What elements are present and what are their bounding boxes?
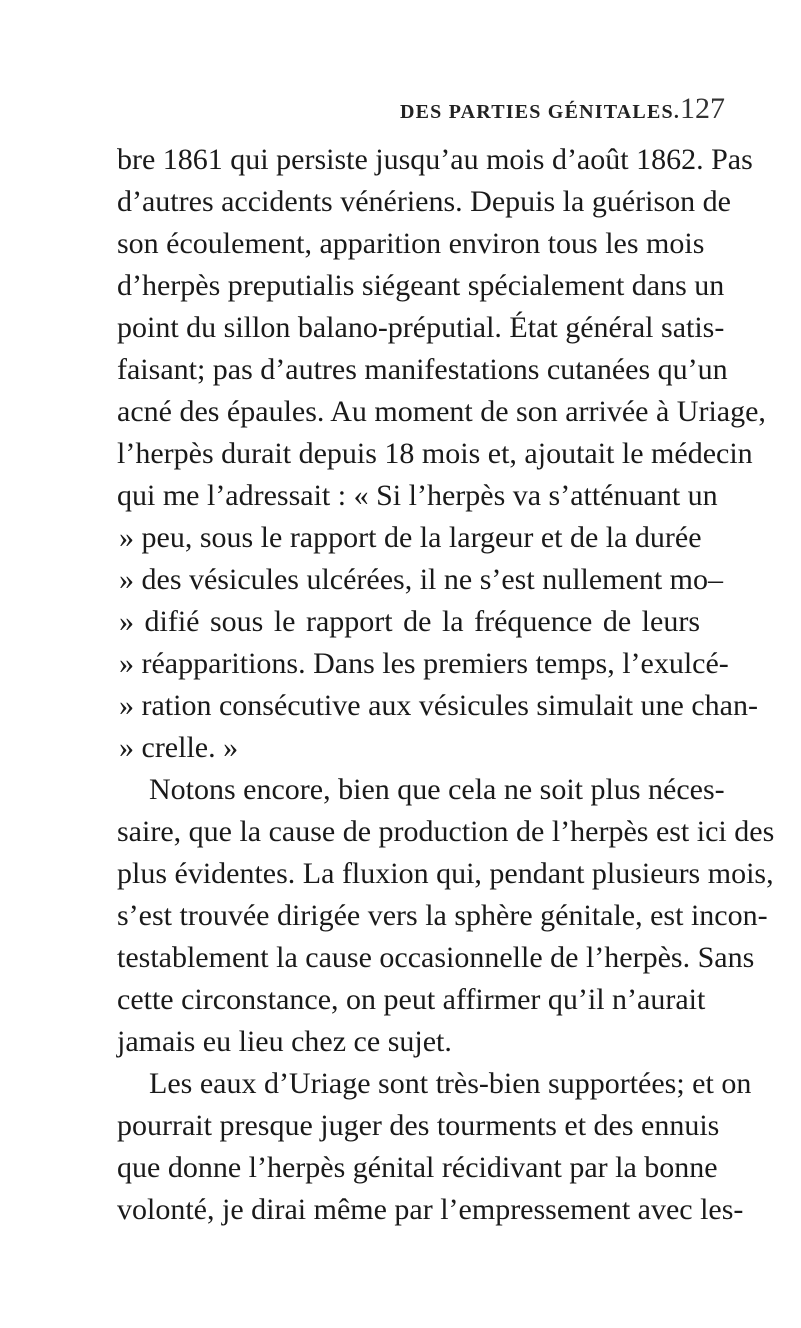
- text-line: s’est trouvée dirigée vers la sphère génitale, est incon-: [117, 899, 768, 932]
- quoted-line: » des vésicules ulcérées, il ne s’est nullement mo–: [119, 563, 723, 596]
- quoted-line: » peu, sous le rapport de la largeur et de la durée: [119, 521, 702, 554]
- text-line: son écoulement, apparition environ tous les mois: [117, 227, 705, 260]
- text-line: jamais eu lieu chez ce sujet.: [117, 1025, 452, 1058]
- text-line: d’herpès preputialis siégeant spécialement dans un: [117, 269, 725, 302]
- text-line: testablement la cause occasionnelle de l’herpès. Sans: [117, 941, 755, 974]
- text-line: saire, que la cause de production de l’herpès est ici des: [117, 815, 775, 848]
- text-line: que donne l’herpès génital récidivant par la bonne: [117, 1151, 718, 1184]
- text-line: qui me l’adressait : « Si l’herpès va s’atténuant un: [117, 479, 718, 512]
- text-line: cette circonstance, on peut affirmer qu’il n’aurait: [117, 983, 706, 1016]
- text-line: acné des épaules. Au moment de son arrivée à Uriage,: [117, 395, 766, 428]
- quoted-line: » crelle. »: [119, 731, 239, 764]
- text-line: volonté, je dirai même par l’empressement avec les-: [117, 1193, 744, 1226]
- text-line: plus évidentes. La fluxion qui, pendant plusieurs mois,: [117, 857, 774, 890]
- paragraph-first-line: Notons encore, bien que cela ne soit plus néces-: [149, 773, 725, 806]
- text-line: faisant; pas d’autres manifestations cutanées qu’un: [117, 353, 728, 386]
- text-line: l’herpès durait depuis 18 mois et, ajoutait le médecin: [117, 437, 753, 470]
- quoted-line: » réapparitions. Dans les premiers temps, l’exulcé-: [119, 647, 729, 680]
- running-title: DES PARTIES GÉNITALES.: [400, 101, 681, 123]
- paragraph-first-line: Les eaux d’Uriage sont très-bien supportées; et on: [149, 1067, 752, 1100]
- text-line: point du sillon balano-préputial. État général satis-: [117, 311, 725, 344]
- page-number: 127: [680, 92, 725, 125]
- text-line: bre 1861 qui persiste jusqu’au mois d’août 1862. Pas: [117, 143, 753, 176]
- text-line: d’autres accidents vénériens. Depuis la guérison de: [117, 185, 731, 218]
- quoted-line: » ration consécutive aux vésicules simulait une chan-: [119, 689, 758, 722]
- quoted-line: » difié sous le rapport de la fréquence de leurs: [119, 605, 700, 638]
- text-line: pourrait presque juger des tourments et des ennuis: [117, 1109, 720, 1142]
